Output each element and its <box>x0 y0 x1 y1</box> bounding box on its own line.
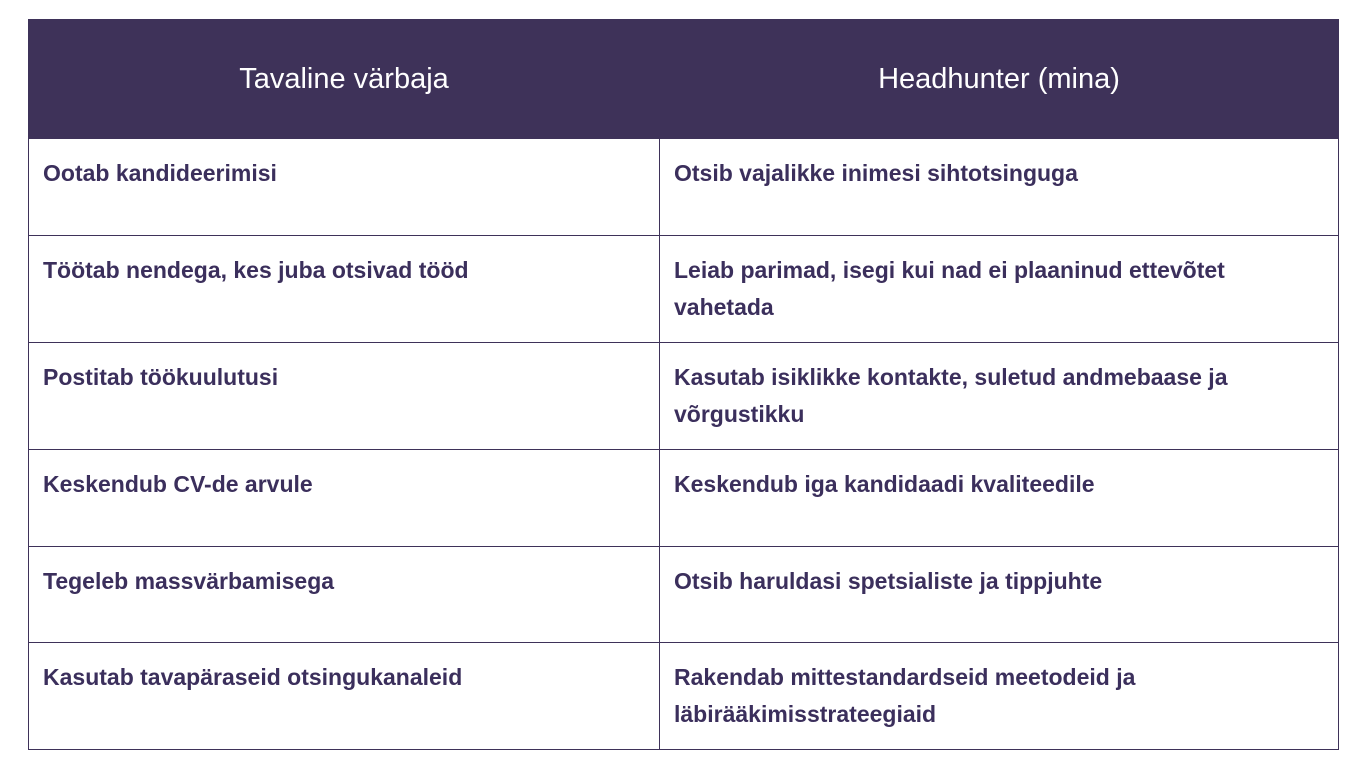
header-regular-recruiter: Tavaline värbaja <box>29 20 660 139</box>
headhunter-cell: Kasutab isiklikke kontakte, suletud andmebaase ja võrgustikku <box>660 343 1339 450</box>
regular-recruiter-cell: Postitab töökuulutusi <box>29 343 660 450</box>
table-header-row <box>29 20 1339 139</box>
table-row <box>29 236 1339 343</box>
regular-recruiter-cell: Tegeleb massvärbamisega <box>29 547 660 643</box>
table-row <box>29 450 1339 547</box>
headhunter-cell: Keskendub iga kandidaadi kvaliteedile <box>660 450 1339 547</box>
headhunter-cell: Leiab parimad, isegi kui nad ei plaaninud ettevõtet vahetada <box>660 236 1339 343</box>
regular-recruiter-cell: Töötab nendega, kes juba otsivad tööd <box>29 236 660 343</box>
comparison-table <box>28 19 1339 750</box>
table-row <box>29 139 1339 236</box>
comparison-table-container <box>28 19 1338 750</box>
headhunter-cell: Otsib vajalikke inimesi sihtotsinguga <box>660 139 1339 236</box>
headhunter-cell: Rakendab mittestandardseid meetodeid ja läbirääkimisstrateegiaid <box>660 643 1339 750</box>
table-row <box>29 547 1339 643</box>
table-row <box>29 643 1339 750</box>
table-row <box>29 343 1339 450</box>
regular-recruiter-cell: Kasutab tavapäraseid otsingukanaleid <box>29 643 660 750</box>
header-headhunter: Headhunter (mina) <box>660 20 1339 139</box>
regular-recruiter-cell: Ootab kandideerimisi <box>29 139 660 236</box>
headhunter-cell: Otsib haruldasi spetsialiste ja tippjuhte <box>660 547 1339 643</box>
regular-recruiter-cell: Keskendub CV-de arvule <box>29 450 660 547</box>
